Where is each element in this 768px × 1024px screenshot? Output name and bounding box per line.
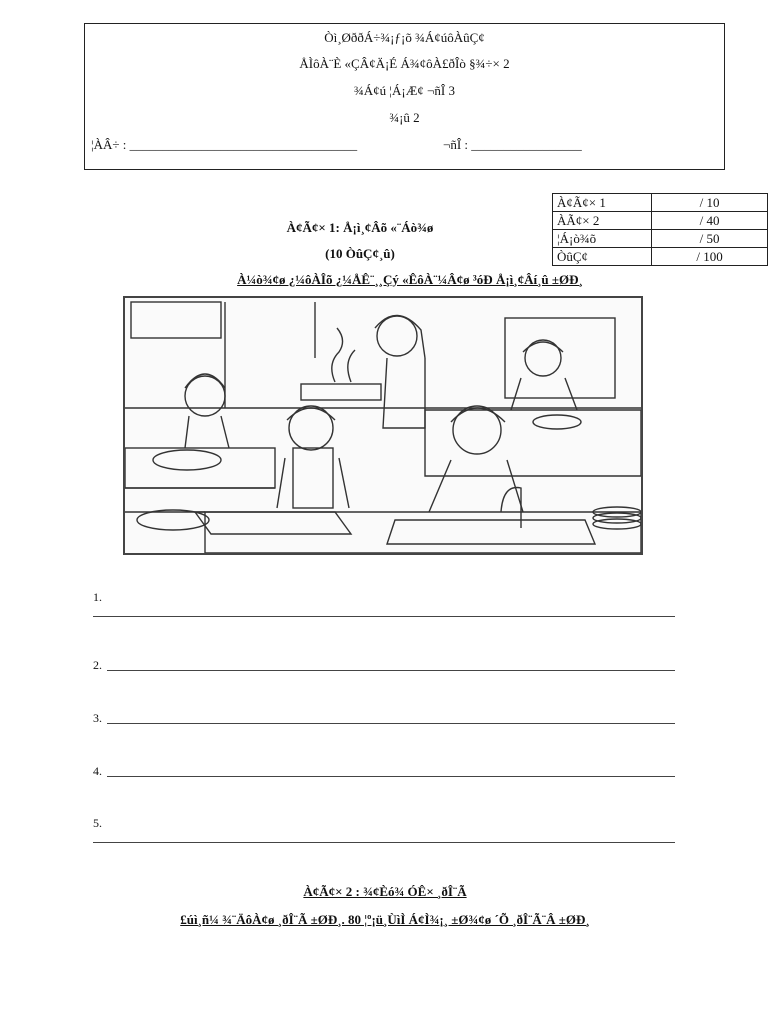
table-row	[553, 212, 768, 230]
answer-line[interactable]	[107, 723, 675, 724]
school-name: Òì¸ØððÁ÷¾¡ƒ¡õ ¾Á¢úôÀûÇ¢	[324, 30, 485, 45]
answer-line[interactable]	[93, 616, 675, 617]
section1-marks: (10 ÒûÇ¢¸û)	[325, 246, 395, 261]
score-table	[552, 193, 768, 266]
answer-number: 4.	[93, 764, 102, 778]
answer-number: 3.	[93, 711, 102, 725]
score-label: ÒûÇ¢	[553, 248, 652, 266]
answer-line[interactable]	[107, 776, 675, 777]
table-row	[553, 194, 768, 212]
answer-number: 5.	[93, 816, 102, 830]
answer-5[interactable]	[93, 816, 675, 831]
kitchen-scene-drawing	[125, 298, 641, 553]
exam-title: ÅÌôÀ¨È «ÇÂ¢Ä¡É Á¾¢ôÀ£ðÎò §¾÷× 2	[299, 56, 510, 71]
score-label: ÀÃ¢× 2	[553, 212, 652, 230]
section1-title: À¢Ã¢× 1: Å¡ì¸¢Âõ «¨Áò¾ø	[286, 220, 434, 235]
header-box	[84, 23, 725, 170]
answer-number: 2.	[93, 658, 102, 672]
name-field[interactable]: ¦ÀÂ÷ : ___________________________________	[91, 137, 358, 152]
table-row	[553, 248, 768, 266]
answer-2[interactable]	[93, 658, 675, 673]
score-value: / 10	[652, 194, 768, 212]
section1-instruction: À¼ò¾¢ø ¿¼ôÀÎõ ¿¼ÅÊ¨¸¸Çý «ÊôÀ¨¼Â¢ø ³óÐ Å¡ì¸¢Âí¸û ±ØÐ¸	[237, 272, 583, 287]
score-label: ¦Á¡ò¾õ	[553, 230, 652, 248]
kitchen-scene-illustration	[123, 296, 643, 555]
score-label: À¢Ã¢× 1	[553, 194, 652, 212]
score-value: / 50	[652, 230, 768, 248]
answer-line[interactable]	[93, 842, 675, 843]
answer-1[interactable]	[93, 590, 675, 605]
subject-title: ¾Á¢ú ¦Á¡Æ¢ ¬ñÎ 3	[354, 83, 455, 98]
paper-number: ¾¡û 2	[389, 110, 420, 125]
answer-line[interactable]	[107, 670, 675, 671]
table-row	[553, 230, 768, 248]
year-field[interactable]: ¬ñÎ : _________________	[443, 137, 582, 152]
answer-3[interactable]	[93, 711, 675, 726]
score-value: / 40	[652, 212, 768, 230]
section2-instruction: £úì¸ñ¼ ¾¨ÄôÀ¢ø ¸ðÎ¨Ã ±ØÐ¸. 80 ¦º¡ü¸ÙìÌ Á¢Ì¾¡¸ ±Ø¾¢ø ´Õ ¸ðÎ¨Ã¨Â ±ØÐ¸	[180, 912, 590, 927]
score-value: / 100	[652, 248, 768, 266]
answer-number: 1.	[93, 590, 102, 604]
section2-title: À¢Ã¢× 2 : ¾¢Èó¾ ÓÊ× ¸ðÎ¨Ã	[303, 884, 467, 899]
answer-4[interactable]	[93, 764, 675, 779]
